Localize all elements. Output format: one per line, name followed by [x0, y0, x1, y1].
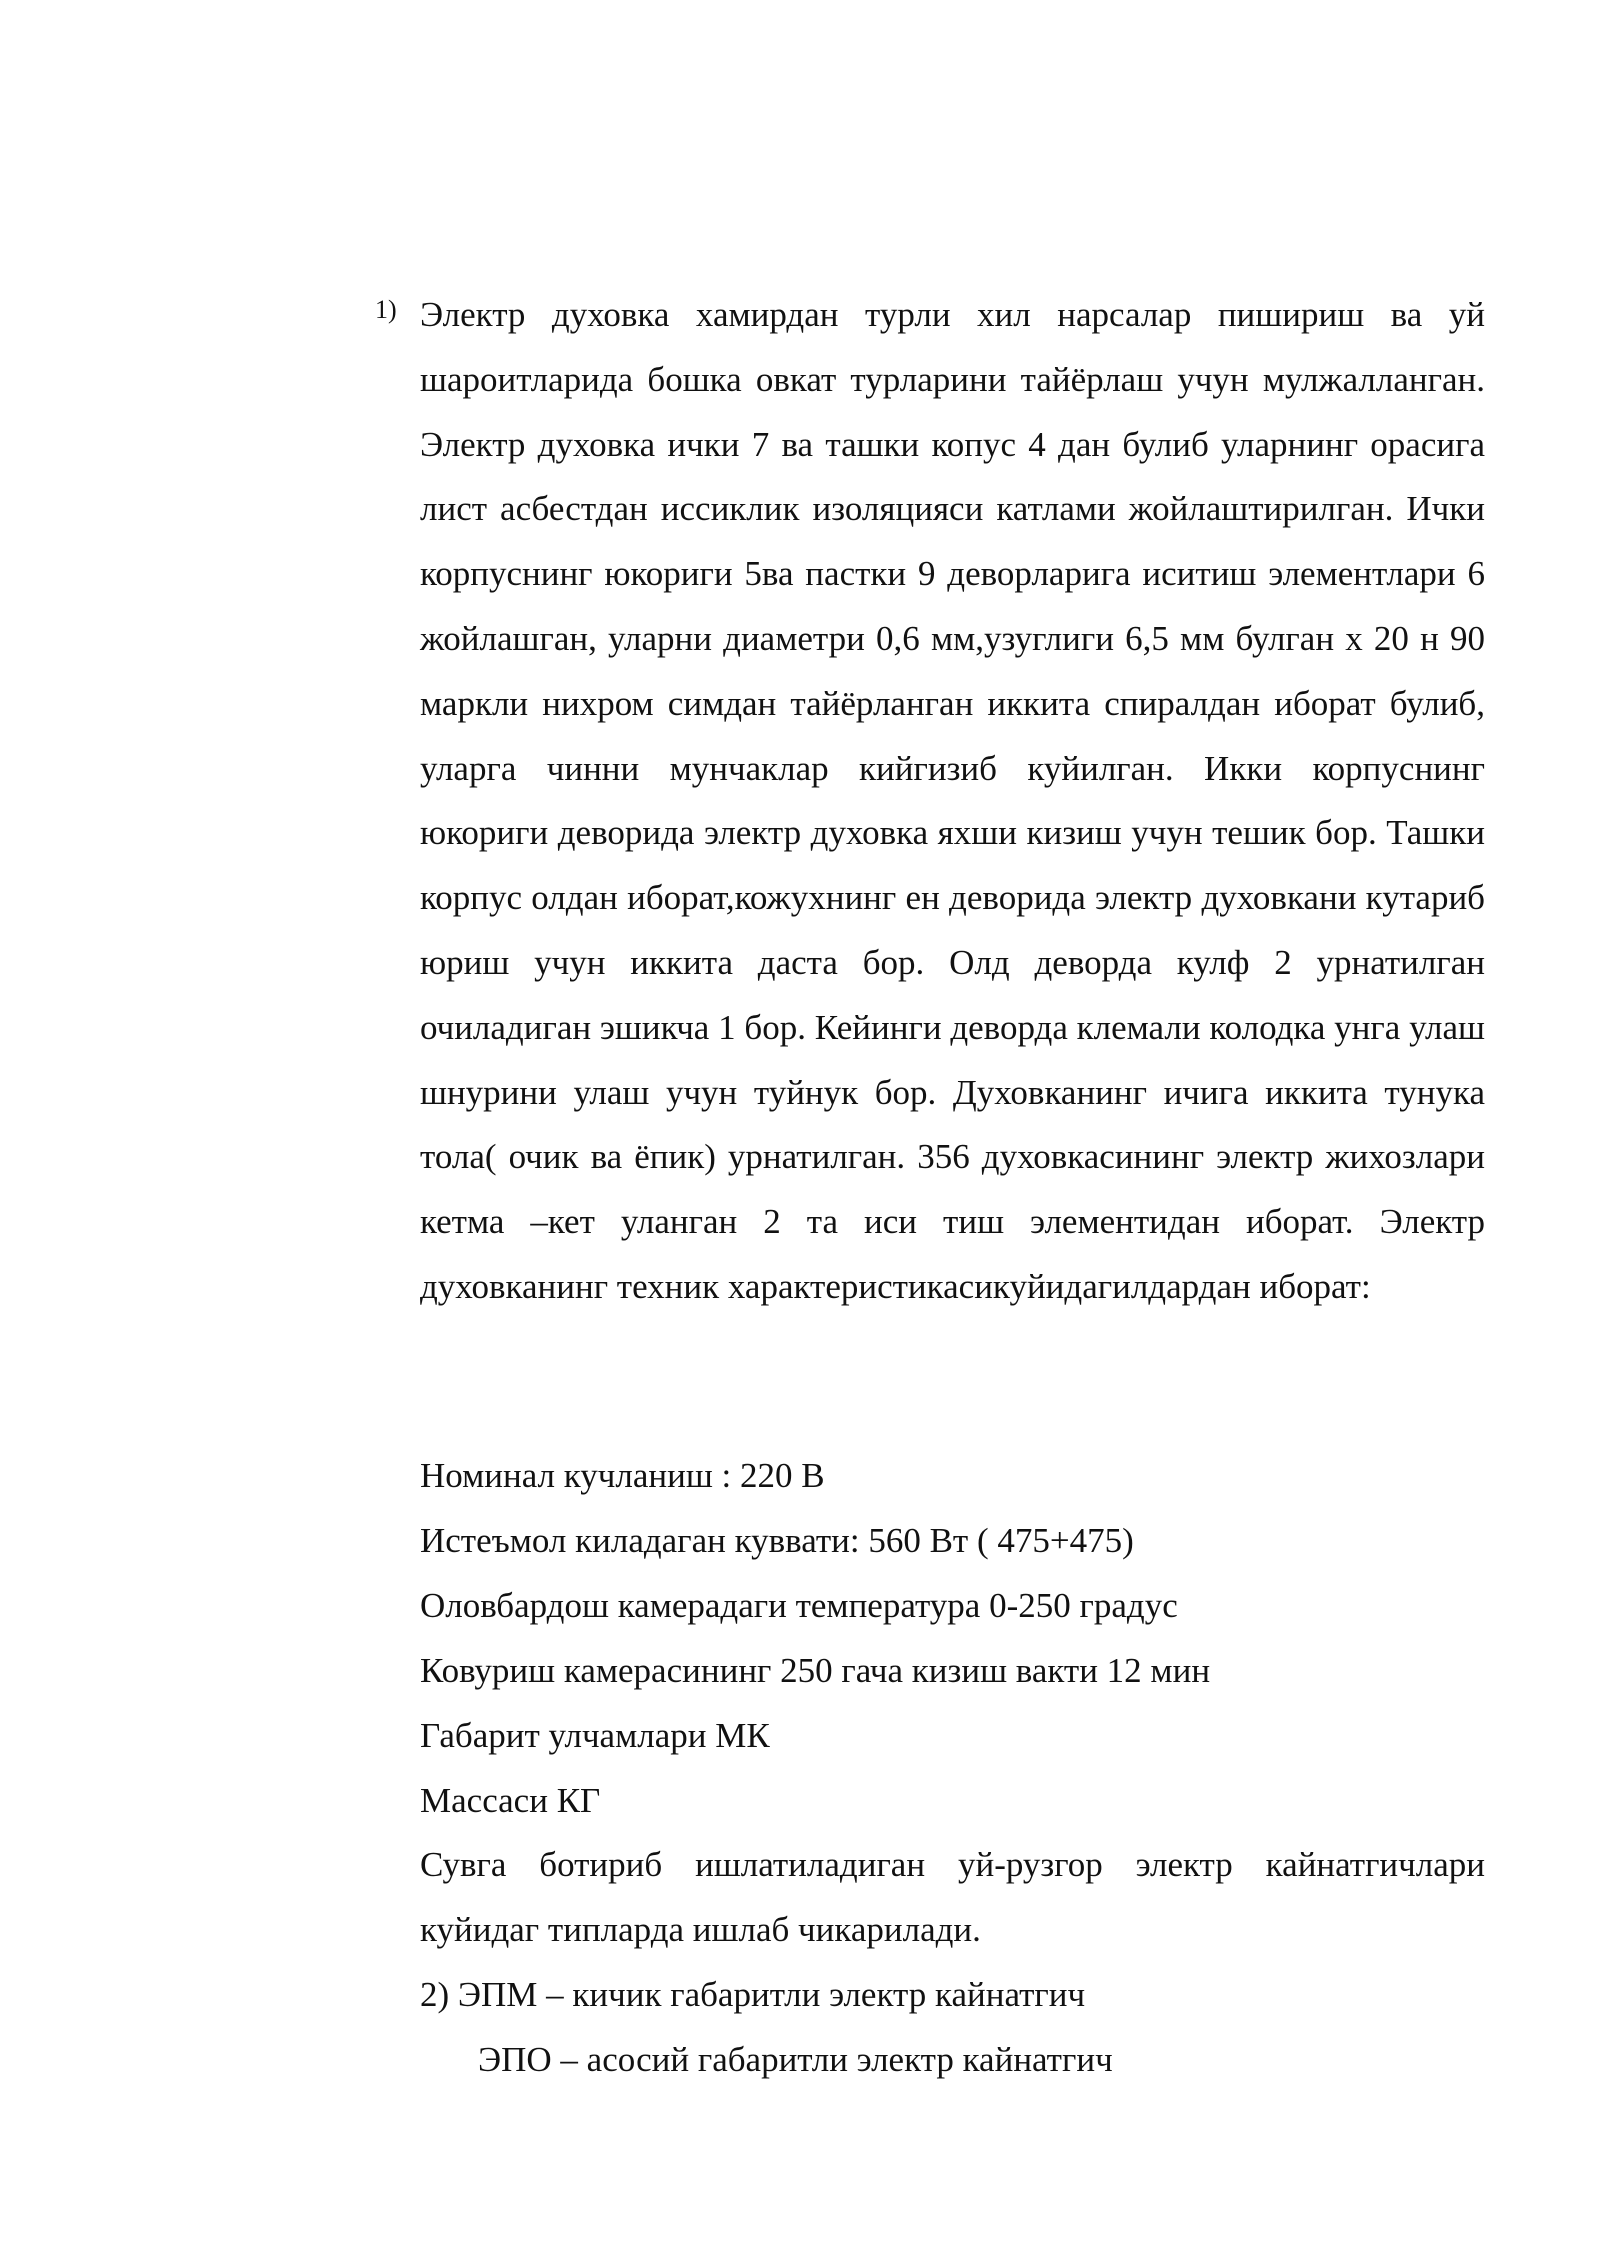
boiler-type-epo: ЭПО – асосий габаритли электр кайнатгич	[478, 2040, 1113, 2079]
list-item-number: 1)	[375, 295, 397, 324]
spec-heating-time: Ковуриш камерасининг 250 гача кизиш вакти 12 мин	[420, 1651, 1211, 1690]
spec-chamber-temperature: Оловбардош камерадаги температура 0-250 градус	[420, 1586, 1178, 1625]
boiler-type-epm: 2) ЭПМ – кичик габаритли электр кайнатгич	[420, 1975, 1086, 2014]
spec-power-consumption: Истеъмол киладаган куввати: 560 Вт ( 475+475)	[420, 1521, 1134, 1560]
body-paragraph-oven-description: Электр духовка хамирдан турли хил нарсалар пишириш ва уй шароитларида бошка овкат турларини тайёрлаш учун мулжалланган. Электр духовка ички 7 ва ташки копус 4 дан булиб уларнинг орасига лист асбестдан иссиклик изоляцияси катлами жойлаштирилган. Ички корпуснинг юкориги 5ва пастки 9 деворларига иситиш элементлари 6 жойлашган, уларни диаметри 0,6 мм,узуглиги 6,5 мм булган х 20 н 90 маркли нихром симдан тайёрланган иккита спиралдан иборат булиб, уларга чинни мунчаклар кийгизиб куйилган. Икки корпуснинг юкориги деворида электр духовка яхши кизиш учун тешик бор. Ташки корпус олдан иборат,кожухнинг ен деворида электр духовкани кутариб юриш учун иккита даста бор. Олд деворда кулф 2 урнатилган очиладиган эшикча 1 бор. Кейинги деворда клемали колодка унга улаш шнурини улаш учун туйнук бор. Духовканинг ичига иккита тунука тола( очик ва ёпик) урнатилган. 356 духовкасининг электр жихозлари кетма –кет уланган 2 та иси тиш элементидан иборат. Электр духовканинг техник характеристикасикуйидагилдардан иборат:	[420, 295, 1485, 1306]
body-paragraph-boilers: Сувга ботириб ишлатиладиган уй-рузгор электр кайнатгичлари куйидаг типларда ишлаб чикарилади.	[420, 1845, 1485, 1949]
spec-mass: Массаси КГ	[420, 1781, 601, 1820]
spec-nominal-voltage: Номинал кучланиш : 220 В	[420, 1456, 825, 1495]
spec-dimensions: Габарит улчамлари МК	[420, 1716, 770, 1755]
spec-list	[420, 1443, 1485, 1833]
